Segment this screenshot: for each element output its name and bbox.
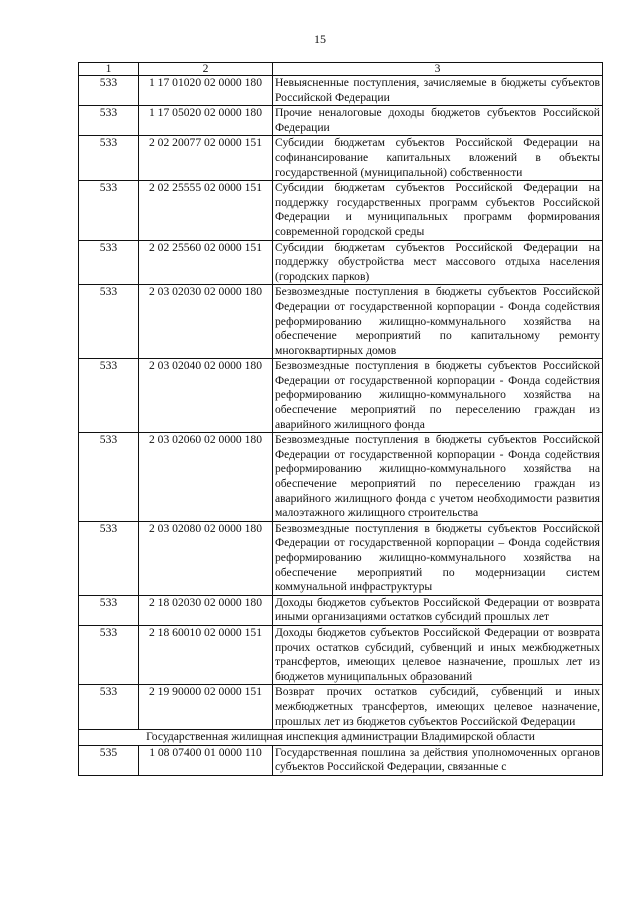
revenue-code-cell: 1 17 01020 02 0000 180: [139, 76, 273, 106]
revenue-codes-table: [78, 62, 603, 776]
revenue-code-cell: 2 03 02080 02 0000 180: [139, 521, 273, 595]
description-cell: Субсидии бюджетам субъектов Российской Федерации на софинансирование капитальных вложений в объекты государственной (муниципальной) собственности: [273, 136, 603, 181]
description-cell: Доходы бюджетов субъектов Российской Федерации от возврата прочих остатков субсидий, субвенций и иных межбюджетных трансфертов, имеющих целевое назначение, прошлых лет из бюджетов муниципальных образований: [273, 625, 603, 684]
description-cell: Безвозмездные поступления в бюджеты субъектов Российской Федерации от государственной корпорации - Фонда содействия реформированию жилищно-коммунального хозяйства на обеспечение мероприятий по капитальному ремонту многоквартирных домов: [273, 285, 603, 359]
revenue-code-cell: 1 08 07400 01 0000 110: [139, 745, 273, 775]
revenue-code-cell: 2 03 02030 02 0000 180: [139, 285, 273, 359]
description-cell: Безвозмездные поступления в бюджеты субъектов Российской Федерации от государственной корпорации - Фонда содействия реформированию жилищно-коммунального хозяйства на обеспечение мероприятий по переселению граждан из аварийного жилищного фонда с учетом необходимости развития малоэтажного жилищного строительства: [273, 433, 603, 522]
description-cell: Доходы бюджетов субъектов Российской Федерации от возврата иными организациями остатков субсидий прошлых лет: [273, 595, 603, 625]
revenue-code-cell: 2 02 25555 02 0000 151: [139, 181, 273, 240]
revenue-code-cell: 2 19 90000 02 0000 151: [139, 685, 273, 730]
section-header-row: [79, 730, 603, 746]
table-header-row: [79, 63, 603, 76]
admin-code-cell: 533: [79, 595, 139, 625]
table-row: [79, 433, 603, 522]
revenue-code-cell: 2 02 20077 02 0000 151: [139, 136, 273, 181]
revenue-code-cell: 1 17 05020 02 0000 180: [139, 106, 273, 136]
table-row: [79, 685, 603, 730]
revenue-code-cell: 2 02 25560 02 0000 151: [139, 240, 273, 285]
admin-code-cell: 535: [79, 745, 139, 775]
admin-code-cell: 533: [79, 240, 139, 285]
admin-code-cell: 533: [79, 433, 139, 522]
admin-code-cell: 533: [79, 625, 139, 684]
table-row: [79, 521, 603, 595]
table-row: [79, 595, 603, 625]
admin-code-cell: 533: [79, 359, 139, 433]
table-row: [79, 745, 603, 775]
revenue-code-cell: 2 03 02040 02 0000 180: [139, 359, 273, 433]
admin-code-cell: 533: [79, 181, 139, 240]
revenue-code-cell: 2 18 60010 02 0000 151: [139, 625, 273, 684]
table-row: [79, 136, 603, 181]
table-row: [79, 181, 603, 240]
description-cell: Субсидии бюджетам субъектов Российской Федерации на поддержку обустройства мест массового отдыха населения (городских парков): [273, 240, 603, 285]
table-row: [79, 106, 603, 136]
description-cell: Субсидии бюджетам субъектов Российской Федерации на поддержку государственных программ субъектов Российской Федерации и муниципальных программ формирования современной городской среды: [273, 181, 603, 240]
table-row: [79, 285, 603, 359]
column-header-3: 3: [273, 63, 603, 76]
description-cell: Безвозмездные поступления в бюджеты субъектов Российской Федерации от государственной корпорации - Фонда содействия реформированию жилищно-коммунального хозяйства на обеспечение мероприятий по переселению граждан из аварийного жилищного фонда: [273, 359, 603, 433]
admin-code-cell: 533: [79, 136, 139, 181]
admin-code-cell: 533: [79, 106, 139, 136]
description-cell: Невыясненные поступления, зачисляемые в бюджеты субъектов Российской Федерации: [273, 76, 603, 106]
column-header-1: 1: [79, 63, 139, 76]
admin-code-cell: 533: [79, 285, 139, 359]
revenue-code-cell: 2 18 02030 02 0000 180: [139, 595, 273, 625]
description-cell: Прочие неналоговые доходы бюджетов субъектов Российской Федерации: [273, 106, 603, 136]
revenue-code-cell: 2 03 02060 02 0000 180: [139, 433, 273, 522]
admin-code-cell: 533: [79, 521, 139, 595]
table-row: [79, 359, 603, 433]
description-cell: Возврат прочих остатков субсидий, субвенций и иных межбюджетных трансфертов, имеющих целевое назначение, прошлых лет из бюджетов субъектов Российской Федерации: [273, 685, 603, 730]
table-row: [79, 76, 603, 106]
page-number: 15: [314, 32, 326, 46]
table-row: [79, 625, 603, 684]
description-cell: Государственная пошлина за действия уполномоченных органов субъектов Российской Федерации, связанные с: [273, 745, 603, 775]
table-row: [79, 240, 603, 285]
description-cell: Безвозмездные поступления в бюджеты субъектов Российской Федерации от государственной корпорации – Фонда содействия реформированию жилищно-коммунального хозяйства на обеспечение мероприятий по модернизации систем коммунальной инфраструктуры: [273, 521, 603, 595]
admin-code-cell: 533: [79, 76, 139, 106]
column-header-2: 2: [139, 63, 273, 76]
section-title: Государственная жилищная инспекция администрации Владимирской области: [79, 730, 603, 746]
admin-code-cell: 533: [79, 685, 139, 730]
